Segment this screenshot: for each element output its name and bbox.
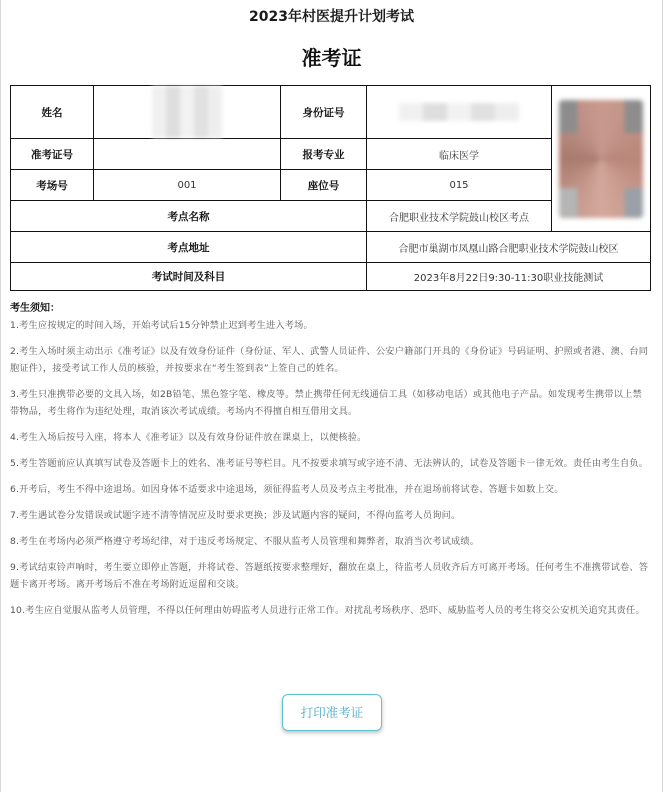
notice-item: 9.考试结束铃声响时，考生要立即停止答题，并将试卷、答题纸按要求整理好，翻放在桌上，待监考人员收齐后方可离开考场。任何考生不准携带试卷、答题卡离开考场。离开考场后不准在考场附近逗留和交谈。	[10, 562, 649, 590]
notice-item: 6.开考后，考生不得中途退场。如因身体不适要求中途退场，须征得监考人员及考点主考批准，并在退场前将试卷、答题卡如数上交。	[10, 484, 564, 495]
candidate-notice	[10, 300, 650, 628]
redaction-blur	[152, 86, 222, 138]
exam-time-label: 考试时间及科目	[11, 263, 367, 291]
exam-address-value: 合肥市巢湖市凤凰山路合肥职业技术学院鼓山校区	[367, 232, 651, 263]
candidate-info-table	[10, 85, 651, 291]
notice-item: 1.考生应按规定的时间入场，开始考试后15分钟禁止迟到考生进入考场。	[10, 320, 313, 331]
id-number-value-redacted	[367, 86, 552, 139]
notice-item: 7.考生遇试卷分发错误或试题字迹不清等情况应及时要求更换；涉及试题内容的疑问，不得向监考人员询问。	[10, 510, 461, 521]
notice-heading: 考生须知：	[10, 303, 60, 314]
major-value: 临床医学	[367, 139, 552, 170]
redaction-blur	[399, 103, 519, 121]
name-value-redacted	[94, 86, 281, 139]
candidate-photo-redacted	[559, 100, 643, 218]
notice-item: 2.考生入场时须主动出示《准考证》以及有效身份证件（身份证、军人、武警人员证件、公安户籍部门开具的《身份证》号码证明、护照或者港、澳、台同胞证件），接受考试工作人员的核验，并按要求在“考生签到表”上签自己的姓名。	[10, 346, 649, 374]
room-number-label: 考场号	[11, 170, 94, 201]
seat-number-value: 015	[367, 170, 552, 201]
exam-time-value: 2023年8月22日9:30-11:30职业技能测试	[367, 263, 651, 291]
name-label: 姓名	[11, 86, 94, 139]
seat-number-label: 座位号	[281, 170, 367, 201]
exam-address-label: 考点地址	[11, 232, 367, 263]
ticket-number-value-redacted	[94, 139, 281, 170]
exam-title: 2023年村医提升计划考试	[249, 9, 414, 25]
notice-item: 3.考生只准携带必要的文具入场，如2B铅笔、黑色签字笔、橡皮等。禁止携带任何无线通信工具（如移动电话）或其他电子产品。如发现考生携带以上禁带物品，考生将作为违纪处理，取消该次考试成绩。考场内不得擅自相互借用文具。	[10, 389, 642, 417]
notice-item: 10.考生应自觉服从监考人员管理，不得以任何理由妨碍监考人员进行正常工作。对扰乱考场秩序、恐吓、威胁监考人员的考生将交公安机关追究其责任。	[10, 605, 645, 616]
exam-site-value: 合肥职业技术学院鼓山校区考点	[367, 201, 552, 232]
notice-item: 8.考生在考场内必须严格遵守考场纪律，对于违反考场规定、不服从监考人员管理和舞弊者，取消当次考试成绩。	[10, 536, 480, 547]
document-title: 准考证	[301, 46, 362, 70]
room-number-value: 001	[94, 170, 281, 201]
notice-item: 4.考生入场后按号入座，将本人《准考证》以及有效身份证件放在课桌上，以便核验。	[10, 432, 367, 443]
ticket-number-label: 准考证号	[11, 139, 94, 170]
major-label: 报考专业	[281, 139, 367, 170]
id-number-label: 身份证号	[281, 86, 367, 139]
photo-cell	[552, 86, 651, 232]
notice-item: 5.考生答题前应认真填写试卷及答题卡上的姓名、准考证号等栏目。凡不按要求填写或字迹不清、无法辨认的，试卷及答题卡一律无效。责任由考生自负。	[10, 458, 649, 469]
exam-site-label: 考点名称	[11, 201, 367, 232]
print-ticket-button[interactable]: 打印准考证	[282, 694, 382, 731]
